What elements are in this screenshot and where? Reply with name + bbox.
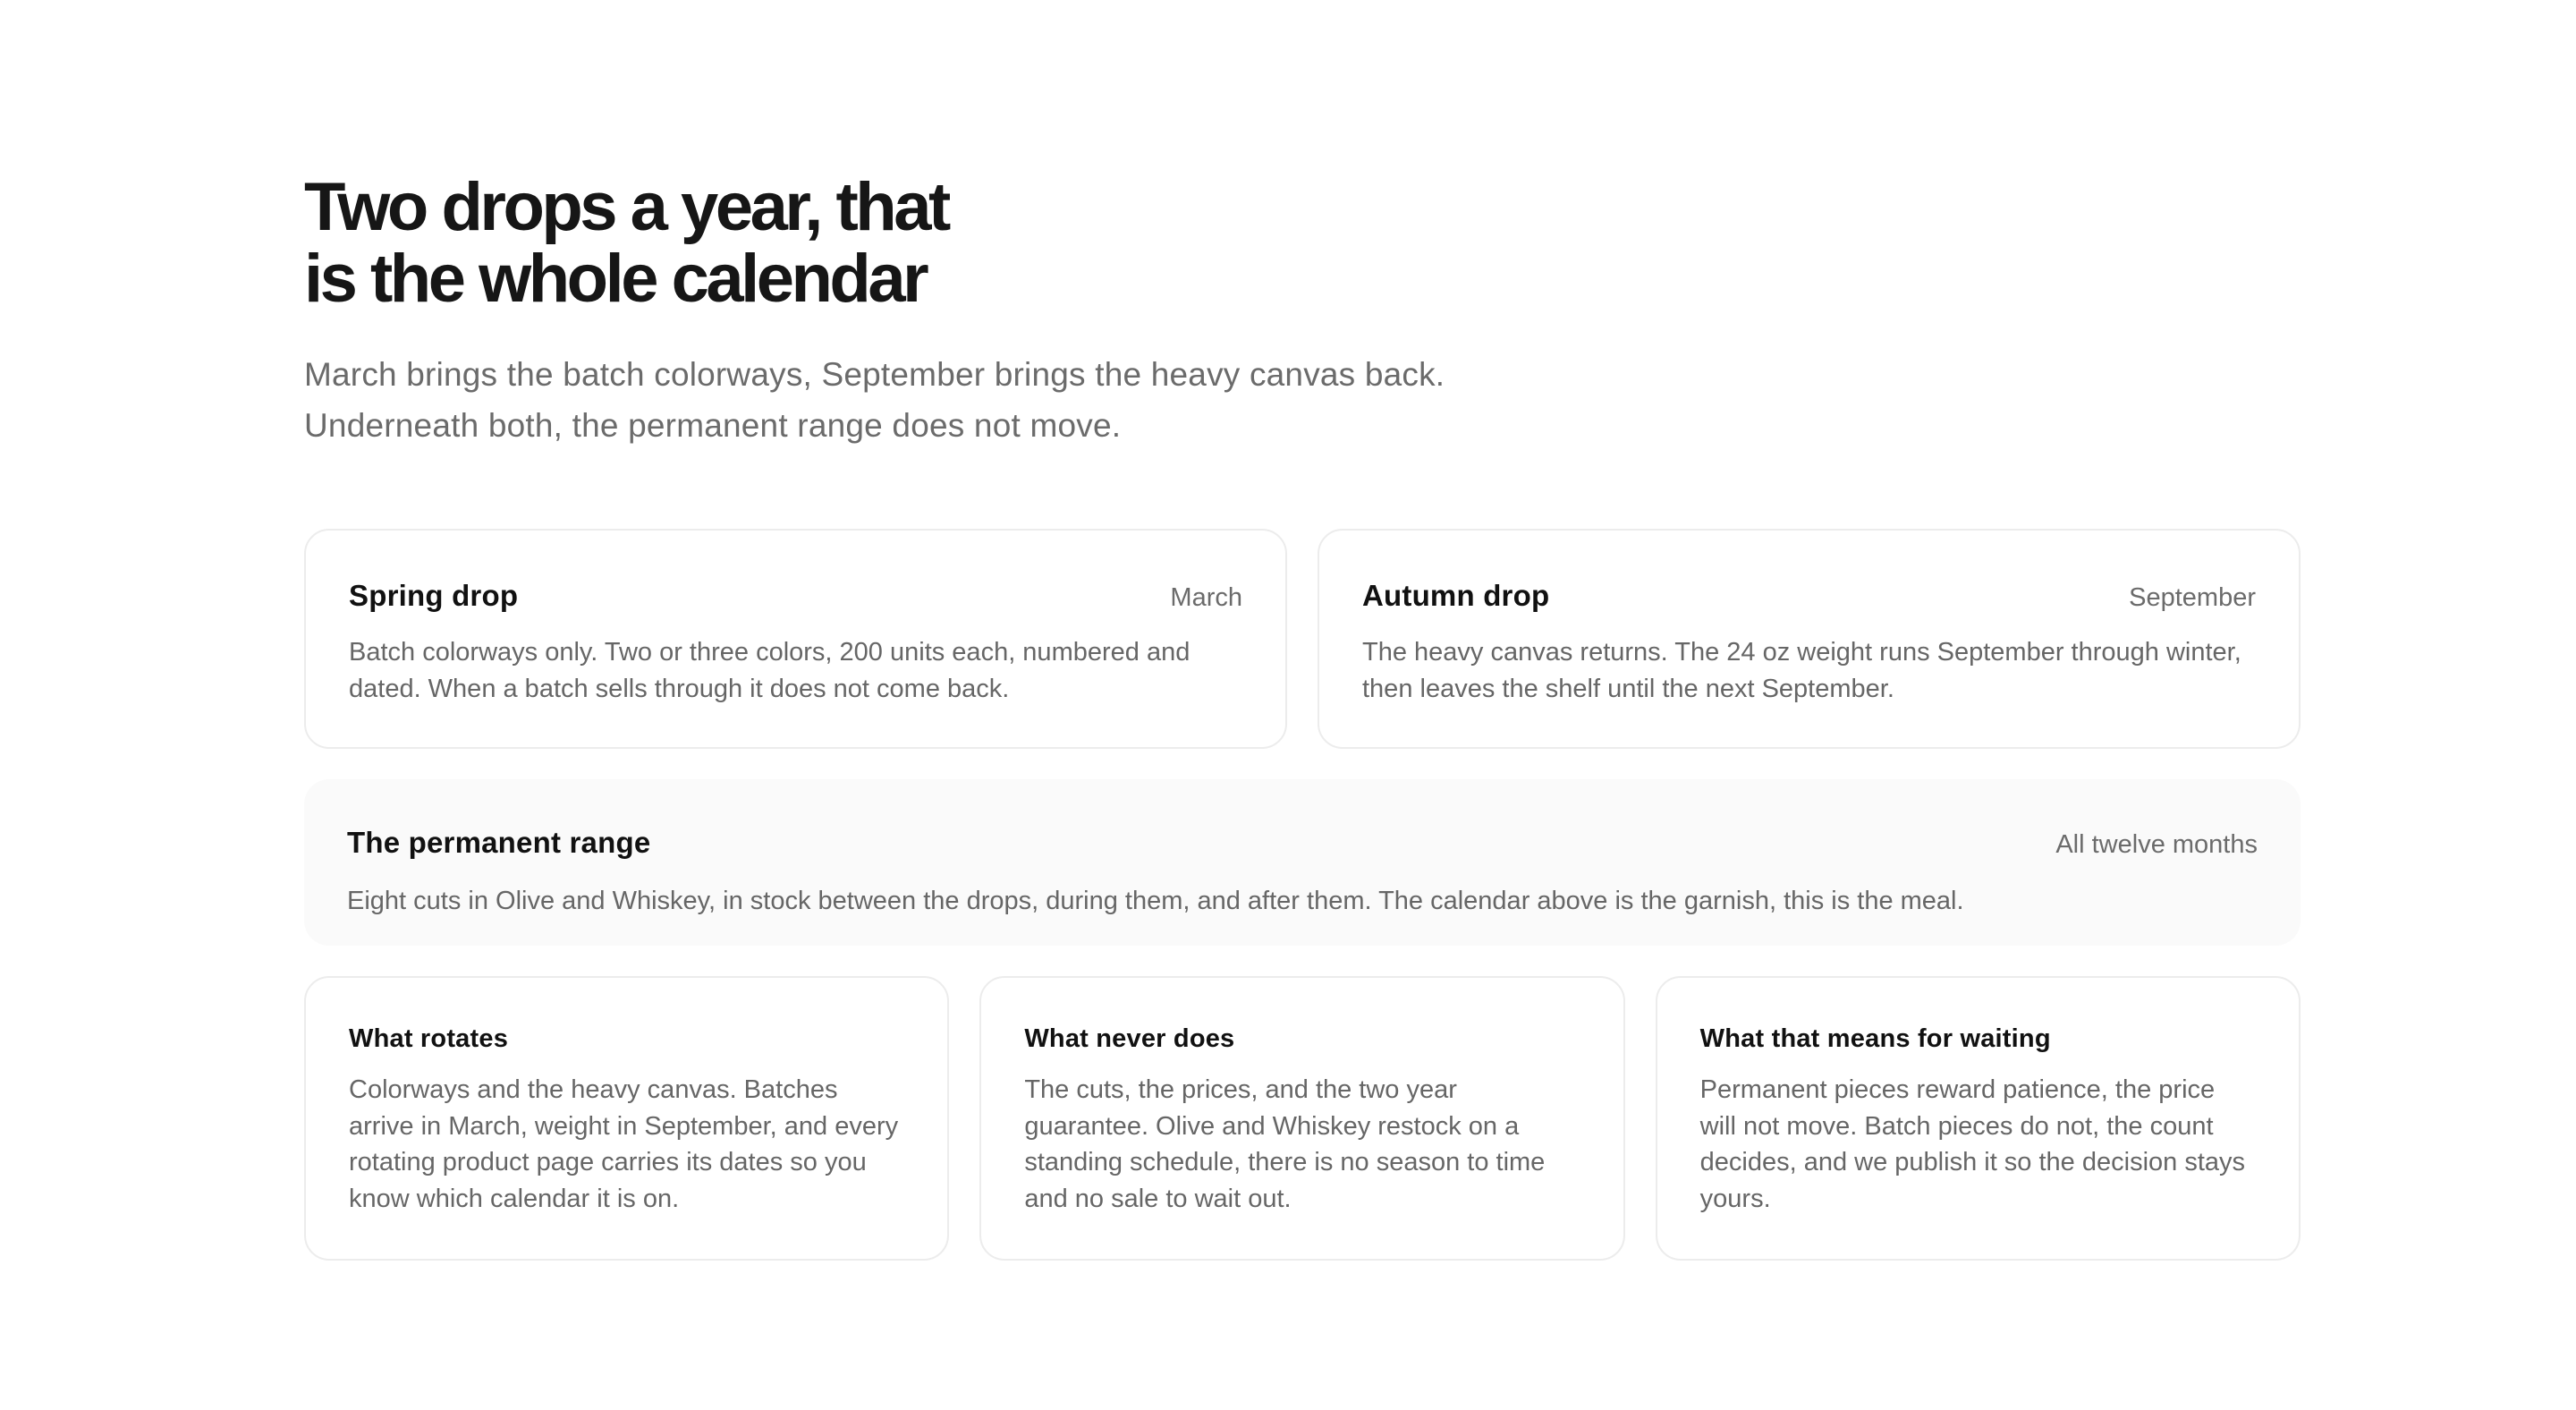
permanent-range-panel [304,779,2301,946]
drops-row [304,529,2301,749]
permanent-range-header [347,826,2258,860]
autumn-drop-card [1318,529,2301,749]
intro-line-1: March brings the batch colorways, September brings the heavy canvas back. [304,356,1445,393]
what-never-does-description: The cuts, the prices, and the two year guarantee. Olive and Whiskey restock on a standing schedule, there is no season to time and no sale to wait out. [1024,1075,1546,1213]
permanent-range-title: The permanent range [347,826,651,859]
what-never-does-card [979,976,1624,1261]
page-title [304,169,2301,317]
waiting-card [1656,976,2301,1261]
intro-line-2: Underneath both, the permanent range does not move. [304,407,1122,444]
calendar-section [304,169,2301,1261]
page-title-line-2: is the whole calendar [304,241,927,317]
autumn-drop-month: September [2129,583,2256,612]
permanent-range-description: Eight cuts in Olive and Whiskey, in stock between the drops, during them, and after them. The calendar above is the garnish, this is the meal. [347,887,1964,915]
spring-drop-header [349,579,1242,613]
autumn-drop-title: Autumn drop [1362,579,1550,612]
page-title-line-1: Two drops a year, that [304,169,948,245]
what-rotates-title: What rotates [349,1024,509,1053]
what-rotates-card [304,976,949,1261]
waiting-title: What that means for waiting [1699,1024,2051,1053]
spring-drop-description: Batch colorways only. Two or three colors, 200 units each, numbered and dated. When a batch sells through it does not come back. [349,638,1191,703]
intro-text [304,349,2301,451]
autumn-drop-header [1362,579,2256,613]
spring-drop-month: March [1170,583,1242,612]
what-never-does-title: What never does [1024,1024,1235,1053]
what-rotates-description: Colorways and the heavy canvas. Batches arrive in March, weight in September, and every rotating product page carries its dates so you know which calendar it is on. [349,1075,899,1213]
autumn-drop-description: The heavy canvas returns. The 24 oz weight runs September through winter, then leaves the shelf until the next September. [1362,638,2241,703]
spring-drop-card [304,529,1287,749]
info-cards-row [304,976,2301,1261]
permanent-range-availability: All twelve months [2055,830,2258,859]
waiting-description: Permanent pieces reward patience, the price will not move. Batch pieces do not, the count decides, and we publish it so the decision stays yours. [1699,1075,2246,1213]
spring-drop-title: Spring drop [349,579,519,612]
